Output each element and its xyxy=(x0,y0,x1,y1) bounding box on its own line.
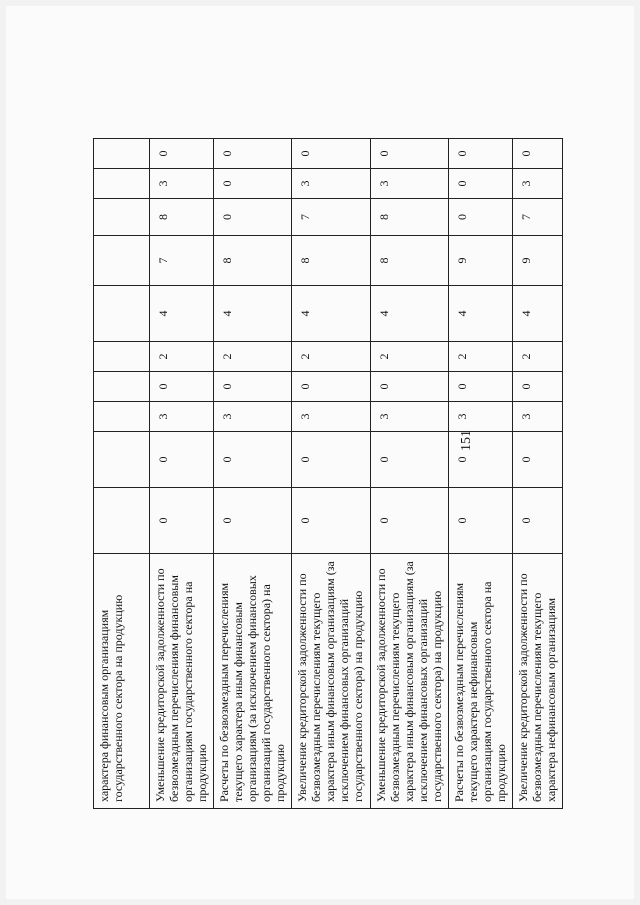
code-cell: 7 xyxy=(150,236,214,286)
code-cell: 3 xyxy=(449,402,513,432)
row-label: Уменьшение кредиторской задолженности по безвозмездным перечислениям текущего характера иным финансовым организациям (за исключением финансовых организаций государственного сектора) на продукцию xyxy=(370,554,448,809)
code-cell: 2 xyxy=(214,342,292,372)
code-cell: 0 xyxy=(292,432,370,488)
code-cell: 0 xyxy=(449,139,513,169)
code-cell: 3 xyxy=(292,169,370,199)
code-cell: 4 xyxy=(513,286,563,342)
code-cell: 3 xyxy=(370,402,448,432)
table-row xyxy=(214,139,292,809)
code-cell: 3 xyxy=(370,169,448,199)
code-cell: 0 xyxy=(292,372,370,402)
document-page xyxy=(6,6,634,899)
code-cell: 3 xyxy=(292,402,370,432)
code-cell: 8 xyxy=(150,199,214,236)
code-cell: 2 xyxy=(370,342,448,372)
code-cell: 9 xyxy=(513,236,563,286)
code-cell: 0 xyxy=(449,169,513,199)
row-label: Расчеты по безвозмездным перечислениям текущего характера иным финансовым организациям (за исключением финансовых организаций государственного сектора) на продукцию xyxy=(214,554,292,809)
code-cell: 7 xyxy=(292,199,370,236)
code-cell: 8 xyxy=(292,236,370,286)
code-cell xyxy=(94,199,150,236)
code-cell: 8 xyxy=(214,236,292,286)
code-cell: 0 xyxy=(214,372,292,402)
rotated-table xyxy=(93,139,563,809)
code-cell: 2 xyxy=(513,342,563,372)
code-cell: 2 xyxy=(292,342,370,372)
code-cell: 3 xyxy=(513,169,563,199)
code-cell: 0 xyxy=(150,372,214,402)
code-cell: 0 xyxy=(513,432,563,488)
code-cell xyxy=(94,372,150,402)
code-cell: 0 xyxy=(370,372,448,402)
table-row xyxy=(449,139,513,809)
code-cell: 0 xyxy=(449,372,513,402)
code-cell xyxy=(94,139,150,169)
table-row xyxy=(513,139,563,809)
code-cell: 7 xyxy=(513,199,563,236)
row-label: характера финансовым организациям государственного сектора на продукцию xyxy=(94,554,150,809)
page-number: 151 xyxy=(459,430,474,451)
code-cell: 3 xyxy=(214,402,292,432)
code-cell: 8 xyxy=(370,199,448,236)
code-cell: 0 xyxy=(449,432,513,488)
code-cell: 0 xyxy=(292,488,370,554)
code-cell: 0 xyxy=(214,199,292,236)
code-cell xyxy=(94,488,150,554)
accounts-table xyxy=(93,138,563,809)
code-cell: 4 xyxy=(292,286,370,342)
code-cell: 0 xyxy=(214,169,292,199)
code-cell xyxy=(94,286,150,342)
row-label: Расчеты по безвозмездным перечислениям текущего характера нефинансовым организациям государственного сектора на продукцию xyxy=(449,554,513,809)
code-cell: 8 xyxy=(370,236,448,286)
code-cell: 9 xyxy=(449,236,513,286)
code-cell xyxy=(94,342,150,372)
table-row xyxy=(150,139,214,809)
code-cell: 4 xyxy=(214,286,292,342)
table-row xyxy=(94,139,150,809)
table-row xyxy=(292,139,370,809)
code-cell: 4 xyxy=(150,286,214,342)
code-cell: 4 xyxy=(370,286,448,342)
code-cell: 3 xyxy=(150,402,214,432)
row-label: Увеличение кредиторской задолженности по безвозмездным перечислениям текущего характера иным финансовым организациям (за исключением финансовых организаций государственного сектора) на продукцию xyxy=(292,554,370,809)
code-cell: 4 xyxy=(449,286,513,342)
code-cell: 0 xyxy=(214,488,292,554)
code-cell: 0 xyxy=(150,139,214,169)
row-label: Уменьшение кредиторской задолженности по безвозмездным перечислениям финансовым организациям государственного сектора на продукцию xyxy=(150,554,214,809)
code-cell: 0 xyxy=(150,488,214,554)
code-cell: 0 xyxy=(370,139,448,169)
code-cell xyxy=(94,402,150,432)
code-cell: 0 xyxy=(449,199,513,236)
code-cell: 2 xyxy=(449,342,513,372)
code-cell: 0 xyxy=(449,488,513,554)
code-cell: 0 xyxy=(513,488,563,554)
row-label: Увеличение кредиторской задолженности по безвозмездным перечислениям текущего характера нефинансовым организациям xyxy=(513,554,563,809)
code-cell xyxy=(94,432,150,488)
code-cell: 0 xyxy=(370,432,448,488)
code-cell: 0 xyxy=(214,432,292,488)
code-cell xyxy=(94,236,150,286)
code-cell: 3 xyxy=(150,169,214,199)
code-cell: 2 xyxy=(150,342,214,372)
code-cell: 0 xyxy=(214,139,292,169)
code-cell: 3 xyxy=(513,402,563,432)
code-cell: 0 xyxy=(150,432,214,488)
code-cell: 0 xyxy=(513,372,563,402)
table-row xyxy=(370,139,448,809)
code-cell: 0 xyxy=(292,139,370,169)
code-cell: 0 xyxy=(370,488,448,554)
code-cell xyxy=(94,169,150,199)
code-cell: 0 xyxy=(513,139,563,169)
